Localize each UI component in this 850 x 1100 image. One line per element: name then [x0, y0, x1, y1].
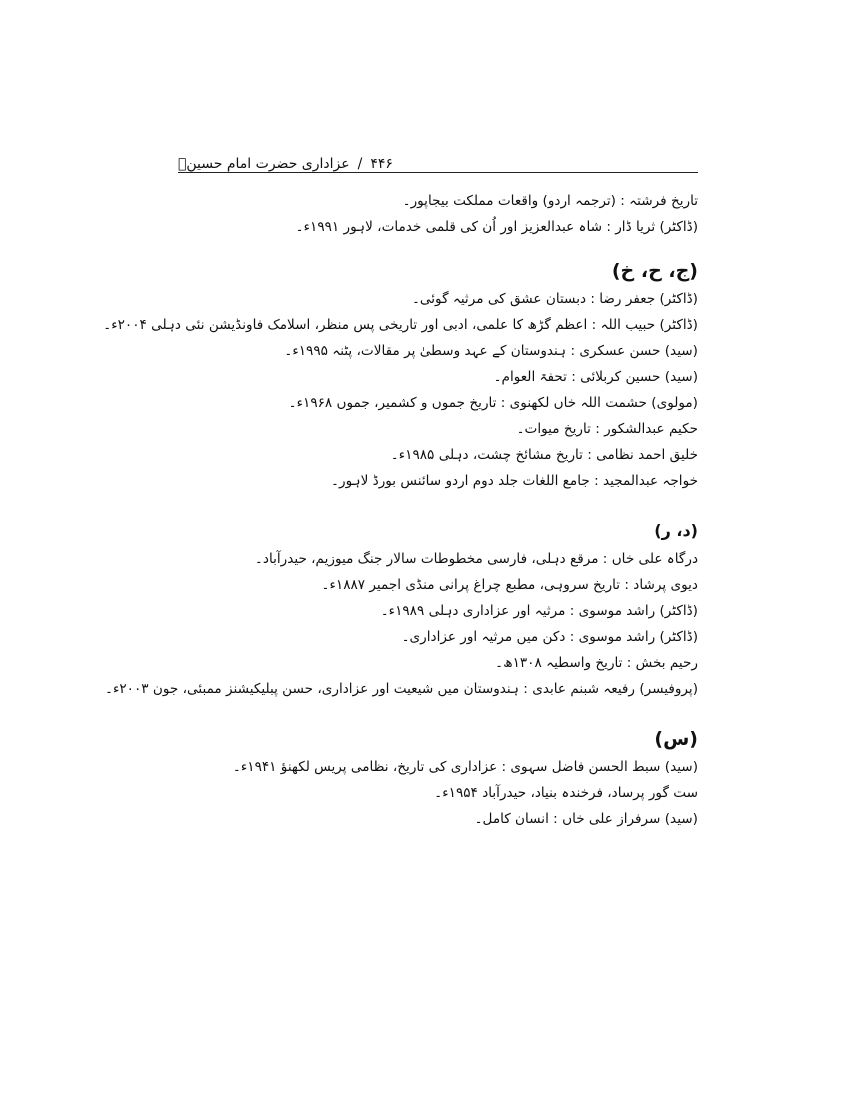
- section-heading-dal: (د، ر): [654, 521, 698, 540]
- header-rule: [178, 172, 698, 173]
- bibliography-entry: (ڈاکٹر) حبیب اللہ : اعظم گڑھ کا علمی، ادبی اور تاریخی پس منظر، اسلامک فاونڈیشن نئی دہلی ۲۰۰۴ء۔: [103, 317, 698, 333]
- bibliography-entry: (ڈاکٹر) ثریا ڈار : شاہ عبدالعزیز اور اُن کی قلمی خدمات، لاہور ۱۹۹۱ء۔: [295, 219, 698, 235]
- bibliography-entry: (مولوی) حشمت اللہ خاں لکھنوی : تاریخ جموں و کشمیر، جموں ۱۹۶۸ء۔: [288, 395, 698, 411]
- bibliography-entry: حکیم عبدالشکور : تاریخ میوات۔: [516, 421, 698, 437]
- running-header: [178, 148, 698, 172]
- bibliography: [103, 188, 698, 832]
- bibliography-entry: دیوی پرشاد : تاریخ سروہی، مطبع چراغ پرانی منڈی اجمیر ۱۸۸۷ء۔: [321, 577, 698, 593]
- bibliography-entry: تاریخ فرشتہ : (ترجمہ اردو) واقعات مملکت بیجاپور۔: [402, 193, 698, 209]
- page-number: ۴۴۶: [370, 156, 393, 172]
- bibliography-entry: (سید) حسین کربلائی : تحفۃ العوام۔: [493, 369, 698, 385]
- section-heading-seen: (س): [654, 728, 698, 750]
- header-separator: /: [357, 156, 363, 172]
- bibliography-entry: (پروفیسر) رفیعہ شبنم عابدی : ہندوستان میں شیعیت اور عزاداری، حسن پبلیکیشنز ممبئی، جون ۲۰۰۳ء۔: [105, 681, 698, 697]
- bibliography-entry: خواجہ عبدالمجید : جامع اللغات جلد دوم اردو سائنس بورڈ لاہور۔: [331, 473, 698, 489]
- bibliography-entry: رحیم بخش : تاریخ واسطیہ ۱۳۰۸ھ۔: [495, 655, 698, 671]
- bibliography-entry: (سید) سبط الحسن فاضل سہوی : عزاداری کی تاریخ، نظامی پریس لکھنؤ ۱۹۴۱ء۔: [232, 759, 698, 775]
- section-heading-jeem: (ج، ح، خ): [611, 260, 698, 282]
- bibliography-entry: (ڈاکٹر) راشد موسوی : دکن میں مرثیہ اور عزاداری۔: [401, 629, 698, 645]
- bibliography-entry: (ڈاکٹر) جعفر رضا : دبستان عشق کی مرثیہ گوئی۔: [411, 291, 698, 307]
- bibliography-entry: درگاہ علی خاں : مرقع دہلی، فارسی مخطوطات سالار جنگ میوزیم، حیدرآباد۔: [254, 551, 698, 567]
- bibliography-entry: ست گور پرساد، فرخندہ بنیاد، حیدرآباد ۱۹۵۴ء۔: [434, 785, 698, 801]
- bibliography-entry: (سید) سرفراز علی خاں : انسان کامل۔: [474, 811, 698, 827]
- bibliography-entry: (ڈاکٹر) راشد موسوی : مرثیہ اور عزاداری دہلی ۱۹۸۹ء۔: [380, 603, 698, 619]
- bibliography-entry: خلیق احمد نظامی : تاریخ مشائخ چشت، دہلی ۱۹۸۵ء۔: [390, 447, 698, 463]
- bibliography-entry: (سید) حسن عسکری : ہندوستان کے عہد وسطیٰ پر مقالات، پٹنہ ۱۹۹۵ء۔: [284, 343, 698, 359]
- book-title: عزاداری حضرت امام حسینؑ: [178, 156, 350, 172]
